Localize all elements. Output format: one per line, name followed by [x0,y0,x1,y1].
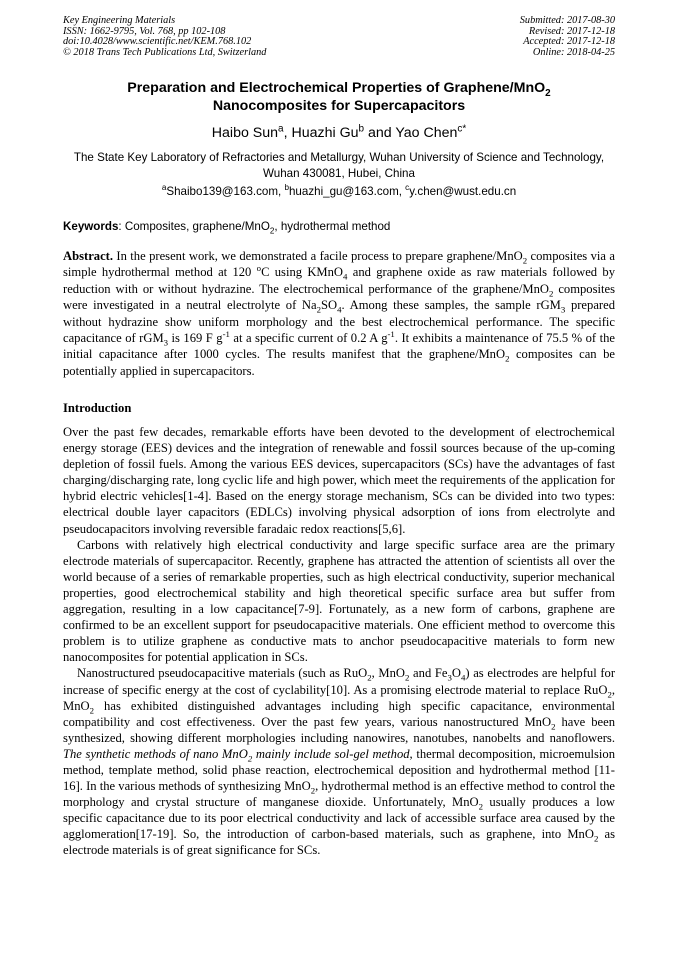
journal-header-right [520,16,615,58]
doi-line: doi:10.4028/www.scientific.net/KEM.768.102 [63,36,252,48]
accepted-date: Accepted: 2017-12-18 [523,36,615,48]
copyright-line: © 2018 Trans Tech Publications Ltd, Switzerland [63,46,267,58]
introduction-body [63,424,615,859]
author-3: and Yao Chen [364,125,458,141]
author-emails: $^a$Shaibo139@163.com, $^b$huazhi_gu@163.com, $^c$y.chen@wust.edu.cn [161,183,517,198]
email-1[interactable]: Shaibo139@163.com, [166,185,285,198]
paper-title: Preparation and Electrochemical Properties of Graphene/MnO$_2$ Nanocomposites for Supercapacitors [127,80,551,114]
section-heading-introduction: Introduction [63,401,132,415]
revised-date: Revised: 2017-12-18 [528,25,615,37]
paragraph: Over the past few decades, remarkable efforts have been devoted to the development of electrochemical energy storage (EES) devices and the integration of renewable and fossil sources because of the up-coming depletion of fossil fuels. Among the various EES devices, supercapacitors (SCs) have the advantages of fast charging/discharging rate, long cyclic life and high power, which meet the requirements of the application for hybrid electric vehicles[1-4]. Based on the energy storage mechanism, SCs can be divided into two types: electrical double layer capacitors (EDLCs) involving physical adsorption of ions from electrolyte and pseudocapacitors involving reversible faradaic redox reactions[5,6]. [63,425,615,536]
email-2[interactable]: huazhi_gu@163.com, [288,185,406,198]
abstract: Abstract. In the present work, we demonstrated a facile process to prepare graphene/MnO$_2$ composites via a simple hydrothermal method at 120 $^o$C using KMnO$_4$ and graphene oxide as raw materials followed by reduction with or without hydrazine. The electrochemical performance of the graphene/MnO$_2$ composites were investigated in a neutral electrolyte of $Na_2SO_4$. Among these samples, the sample rGM$_3$ prepared without hydrazine show uniform morphology and the best electrochemical performance. The specific capacitance of rGM$_3$ is 169 F $g^{-1}$ at a specific current of 0.2 A $g^{-1}$. It exhibits a maintenance of 75.5 % of the initial capacitance after 1000 cycles. The results manifest that the graphene/MnO$_2$ composites can be potentially applied in supercapacitors. [63,249,615,378]
author-list: Haibo Sun$^a$, Huazhi Gu$^b$ and Yao Chen$^{c*}$ [211,123,467,141]
journal-name: Key Engineering Materials [63,15,176,26]
journal-header-left [63,16,266,58]
affiliation: The State Key Laboratory of Refractories and Metallurgy, Wuhan University of Science and Technology, Wuhan 430081, Hubei, China [73,151,605,180]
issn-line: ISSN: 1662-9795, Vol. 768, pp 102-108 [63,25,226,37]
author-1: Haibo Sun [211,125,279,141]
author-2: , Huazhi Gu [283,125,359,141]
submitted-date: Submitted: 2017-08-30 [519,15,615,26]
abstract-label: Abstract. [63,249,114,263]
keywords: Keywords: Composites, graphene/MnO$_2$, hydrothermal method [63,220,391,236]
paragraph: Nanostructured pseudocapacitive materials (such as RuO$_2$, MnO$_2$ and $Fe_3O_4$) as electrodes are helpful for increase of specific energy at the cost of cyclability[10]. As a promising electrode material to replace RuO$_2$, MnO$_2$ has exhibited distinguished advantages including high specific capacitance, environmental compatibility and cost effectiveness. Over the past few years, various nanostructured MnO$_2$ have been synthesized, showing different morphologies including nanowires, nanotubes, nanobelts and nanoflowers. The synthetic methods of nano MnO$_2$ mainly include sol-gel method, thermal decomposition, microemulsion method, template method, solid phase reaction, electrochemical deposition and hydrothermal method [11-16]. In the various methods of synthesizing MnO$_2$, hydrothermal method is an effective method to control the morphology and crystal structure of manganese dioxide. Unfortunately, MnO$_2$ usually produces a low specific capacitance due to its poor electrical conductivity and lack of accessible surface area caused by the agglomeration[17-19]. So, the introduction of carbon-based materials, such as graphene, into MnO$_2$ as electrode materials is of great significance for SCs. [63,666,616,858]
online-date: Online: 2018-04-25 [532,46,615,58]
email-3[interactable]: y.chen@wust.edu.cn [409,185,517,198]
paragraph: Carbons with relatively high electrical conductivity and large specific surface area are the primary electrode materials of supercapacitor. Recently, graphene has attracted the attention of scientists all over the world because of a series of remarkable properties, such as high electrical conductivity, superior mechanical properties, good electrochemical stability and high theoretical specific surface area but suffer from aggregation, resulting in a low capacitance[7-9]. Fortunately, as a new form of carbons, graphene are confirmed to be an excellent support for pseudocapacitive materials. One efficient method to overcome this problem is to utilize graphene as conductive mats to anchor pseudocapacitive materials to form new nanocomposites for potential application in SCs. [63,537,615,665]
keywords-label: Keywords [63,220,119,233]
